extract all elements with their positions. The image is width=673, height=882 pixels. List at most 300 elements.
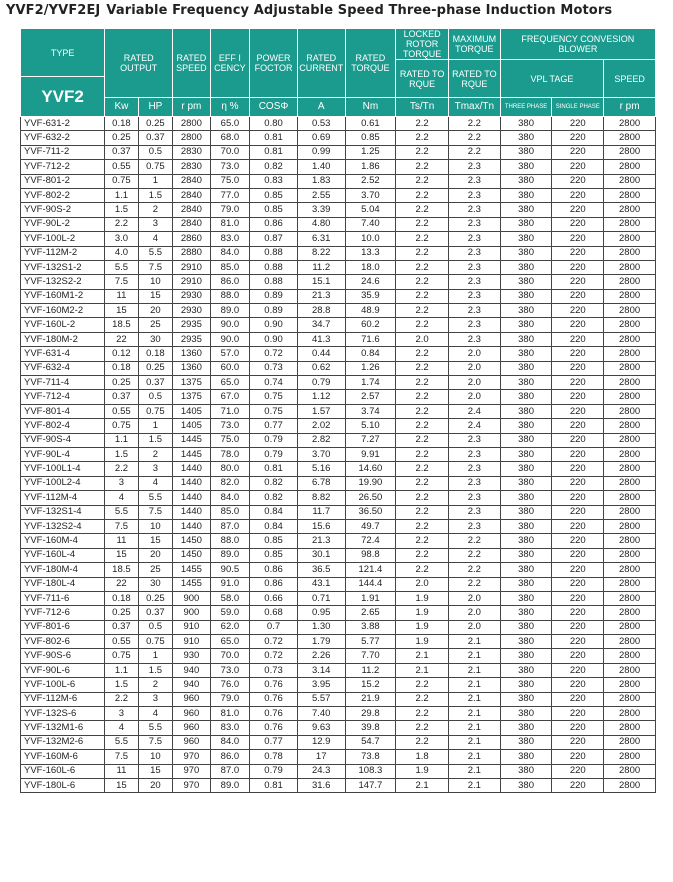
motor-spec-table [20, 28, 656, 793]
header-locked-rotor-torque: LOCKED ROTOR TORQUE [396, 29, 449, 60]
cell-current: 3.95 [297, 678, 345, 692]
cell-max-torque-ratio: 2.3 [448, 217, 500, 231]
table-row [21, 246, 656, 260]
cell-max-torque-ratio: 2.2 [448, 548, 500, 562]
cell-efficiency: 86.0 [210, 750, 250, 764]
cell-efficiency: 70.0 [210, 649, 250, 663]
cell-locked-rotor-ratio: 2.2 [396, 678, 449, 692]
unit-efficiency: η % [210, 98, 250, 117]
cell-blower-single-phase: 220 [552, 318, 604, 332]
cell-locked-rotor-ratio: 2.2 [396, 548, 449, 562]
cell-efficiency: 73.0 [210, 160, 250, 174]
unit-blower-rpm: r pm [604, 98, 656, 117]
cell-output-hp: 5.5 [138, 491, 172, 505]
cell-speed: 970 [173, 764, 211, 778]
table-row [21, 203, 656, 217]
cell-locked-rotor-ratio: 2.2 [396, 419, 449, 433]
cell-power-factor: 0.79 [250, 764, 298, 778]
cell-efficiency: 79.0 [210, 203, 250, 217]
cell-locked-rotor-ratio: 2.2 [396, 117, 449, 131]
cell-blower-speed: 2800 [604, 491, 656, 505]
cell-blower-single-phase: 220 [552, 462, 604, 476]
cell-output-hp: 4 [138, 707, 172, 721]
cell-torque: 29.8 [345, 707, 396, 721]
cell-speed: 2840 [173, 217, 211, 231]
cell-power-factor: 0.88 [250, 260, 298, 274]
cell-blower-three-phase: 380 [500, 519, 552, 533]
cell-blower-single-phase: 220 [552, 707, 604, 721]
cell-locked-rotor-ratio: 2.2 [396, 376, 449, 390]
cell-output-hp: 5.5 [138, 246, 172, 260]
cell-speed: 2840 [173, 174, 211, 188]
cell-current: 34.7 [297, 318, 345, 332]
cell-locked-rotor-ratio: 2.2 [396, 519, 449, 533]
cell-type: YVF-132S2-4 [21, 519, 105, 533]
cell-torque: 108.3 [345, 764, 396, 778]
cell-torque: 39.8 [345, 721, 396, 735]
table-row [21, 232, 656, 246]
cell-blower-speed: 2800 [604, 721, 656, 735]
cell-current: 1.57 [297, 404, 345, 418]
cell-blower-speed: 2800 [604, 131, 656, 145]
cell-max-torque-ratio: 2.0 [448, 620, 500, 634]
cell-blower-single-phase: 220 [552, 117, 604, 131]
header-single-phase: SINGLE PHASE [552, 98, 604, 117]
table-row [21, 735, 656, 749]
cell-blower-single-phase: 220 [552, 750, 604, 764]
cell-speed: 2880 [173, 246, 211, 260]
cell-output-hp: 0.75 [138, 404, 172, 418]
cell-power-factor: 0.81 [250, 462, 298, 476]
cell-output-hp: 2 [138, 203, 172, 217]
cell-blower-single-phase: 220 [552, 635, 604, 649]
table-row [21, 707, 656, 721]
cell-output-kw: 4.0 [105, 246, 138, 260]
cell-blower-speed: 2800 [604, 447, 656, 461]
cell-speed: 900 [173, 591, 211, 605]
header-speed: SPEED [604, 60, 656, 98]
cell-current: 0.44 [297, 347, 345, 361]
cell-locked-rotor-ratio: 2.2 [396, 203, 449, 217]
cell-locked-rotor-ratio: 2.2 [396, 721, 449, 735]
cell-max-torque-ratio: 2.1 [448, 707, 500, 721]
cell-efficiency: 78.0 [210, 447, 250, 461]
cell-blower-speed: 2800 [604, 692, 656, 706]
cell-blower-three-phase: 380 [500, 678, 552, 692]
cell-efficiency: 80.0 [210, 462, 250, 476]
cell-locked-rotor-ratio: 2.1 [396, 778, 449, 792]
cell-speed: 1445 [173, 447, 211, 461]
cell-output-kw: 0.12 [105, 347, 138, 361]
cell-efficiency: 91.0 [210, 577, 250, 591]
cell-max-torque-ratio: 2.3 [448, 246, 500, 260]
cell-type: YVF-90L-2 [21, 217, 105, 231]
cell-power-factor: 0.76 [250, 692, 298, 706]
cell-blower-single-phase: 220 [552, 361, 604, 375]
cell-blower-single-phase: 220 [552, 217, 604, 231]
cell-output-hp: 4 [138, 476, 172, 490]
table-row [21, 117, 656, 131]
cell-power-factor: 0.83 [250, 174, 298, 188]
cell-locked-rotor-ratio: 2.2 [396, 347, 449, 361]
cell-speed: 2840 [173, 203, 211, 217]
cell-max-torque-ratio: 2.1 [448, 735, 500, 749]
cell-blower-three-phase: 380 [500, 635, 552, 649]
cell-output-hp: 0.25 [138, 591, 172, 605]
cell-max-torque-ratio: 2.4 [448, 419, 500, 433]
cell-speed: 900 [173, 606, 211, 620]
cell-efficiency: 71.0 [210, 404, 250, 418]
cell-output-kw: 15 [105, 304, 138, 318]
cell-output-kw: 15 [105, 778, 138, 792]
cell-speed: 930 [173, 649, 211, 663]
cell-output-kw: 1.1 [105, 188, 138, 202]
cell-efficiency: 57.0 [210, 347, 250, 361]
cell-current: 0.62 [297, 361, 345, 375]
cell-type: YVF-160M-6 [21, 750, 105, 764]
cell-speed: 960 [173, 721, 211, 735]
cell-torque: 1.26 [345, 361, 396, 375]
cell-output-kw: 5.5 [105, 735, 138, 749]
cell-blower-three-phase: 380 [500, 174, 552, 188]
table-row [21, 750, 656, 764]
cell-locked-rotor-ratio: 2.2 [396, 160, 449, 174]
cell-power-factor: 0.76 [250, 721, 298, 735]
cell-type: YVF-631-2 [21, 117, 105, 131]
cell-torque: 98.8 [345, 548, 396, 562]
cell-output-hp: 3 [138, 692, 172, 706]
cell-power-factor: 0.81 [250, 131, 298, 145]
cell-power-factor: 0.85 [250, 548, 298, 562]
cell-current: 0.69 [297, 131, 345, 145]
header-rated-to-rque-2: RATED TO RQUE [448, 60, 500, 98]
cell-current: 15.6 [297, 519, 345, 533]
cell-locked-rotor-ratio: 1.9 [396, 606, 449, 620]
cell-output-hp: 0.5 [138, 390, 172, 404]
cell-power-factor: 0.76 [250, 678, 298, 692]
cell-power-factor: 0.88 [250, 275, 298, 289]
cell-speed: 2830 [173, 160, 211, 174]
cell-locked-rotor-ratio: 2.2 [396, 188, 449, 202]
cell-locked-rotor-ratio: 1.9 [396, 620, 449, 634]
cell-blower-three-phase: 380 [500, 275, 552, 289]
cell-output-hp: 0.75 [138, 160, 172, 174]
cell-speed: 1440 [173, 505, 211, 519]
cell-type: YVF-100L-2 [21, 232, 105, 246]
cell-output-hp: 7.5 [138, 260, 172, 274]
cell-speed: 2860 [173, 232, 211, 246]
cell-blower-single-phase: 220 [552, 188, 604, 202]
cell-type: YVF-801-6 [21, 620, 105, 634]
table-row [21, 591, 656, 605]
cell-power-factor: 0.79 [250, 447, 298, 461]
table-row [21, 433, 656, 447]
cell-blower-single-phase: 220 [552, 203, 604, 217]
table-row [21, 145, 656, 159]
header-efficiency: EFF I CENCY [210, 29, 250, 98]
cell-blower-single-phase: 220 [552, 476, 604, 490]
cell-speed: 1450 [173, 548, 211, 562]
cell-power-factor: 0.75 [250, 390, 298, 404]
cell-speed: 970 [173, 750, 211, 764]
unit-newton-metre: Nm [345, 98, 396, 117]
cell-blower-speed: 2800 [604, 419, 656, 433]
cell-blower-speed: 2800 [604, 563, 656, 577]
cell-blower-three-phase: 380 [500, 160, 552, 174]
header-rated-to-rque-1: RATED TO RQUE [396, 60, 449, 98]
cell-efficiency: 67.0 [210, 390, 250, 404]
cell-blower-three-phase: 380 [500, 404, 552, 418]
cell-type: YVF-160L-2 [21, 318, 105, 332]
cell-efficiency: 62.0 [210, 620, 250, 634]
cell-blower-speed: 2800 [604, 246, 656, 260]
cell-output-hp: 20 [138, 304, 172, 318]
cell-blower-single-phase: 220 [552, 376, 604, 390]
cell-blower-single-phase: 220 [552, 419, 604, 433]
cell-type: YVF-802-4 [21, 419, 105, 433]
cell-output-hp: 20 [138, 778, 172, 792]
cell-blower-three-phase: 380 [500, 707, 552, 721]
cell-output-kw: 11 [105, 764, 138, 778]
cell-blower-single-phase: 220 [552, 131, 604, 145]
cell-power-factor: 0.66 [250, 591, 298, 605]
cell-blower-speed: 2800 [604, 390, 656, 404]
table-row [21, 174, 656, 188]
cell-efficiency: 90.0 [210, 332, 250, 346]
cell-locked-rotor-ratio: 2.2 [396, 447, 449, 461]
cell-efficiency: 85.0 [210, 505, 250, 519]
cell-locked-rotor-ratio: 1.9 [396, 591, 449, 605]
cell-locked-rotor-ratio: 2.1 [396, 649, 449, 663]
cell-current: 8.22 [297, 246, 345, 260]
cell-power-factor: 0.86 [250, 217, 298, 231]
cell-blower-speed: 2800 [604, 433, 656, 447]
cell-output-kw: 1.5 [105, 203, 138, 217]
cell-max-torque-ratio: 2.2 [448, 563, 500, 577]
cell-max-torque-ratio: 2.3 [448, 188, 500, 202]
cell-type: YVF-90L-4 [21, 447, 105, 461]
cell-torque: 5.77 [345, 635, 396, 649]
cell-efficiency: 60.0 [210, 361, 250, 375]
cell-torque: 0.85 [345, 131, 396, 145]
cell-current: 9.63 [297, 721, 345, 735]
cell-torque: 15.2 [345, 678, 396, 692]
cell-output-kw: 1.1 [105, 663, 138, 677]
cell-blower-three-phase: 380 [500, 721, 552, 735]
cell-output-kw: 2.2 [105, 217, 138, 231]
cell-efficiency: 90.5 [210, 563, 250, 577]
header-rated-current: RATED CURRENT [297, 29, 345, 98]
cell-blower-single-phase: 220 [552, 174, 604, 188]
cell-current: 11.7 [297, 505, 345, 519]
cell-type: YVF-100L-6 [21, 678, 105, 692]
cell-blower-speed: 2800 [604, 534, 656, 548]
cell-type: YVF-801-4 [21, 404, 105, 418]
cell-current: 0.99 [297, 145, 345, 159]
cell-output-hp: 10 [138, 275, 172, 289]
cell-type: YVF-100L2-4 [21, 476, 105, 490]
cell-blower-three-phase: 380 [500, 606, 552, 620]
cell-efficiency: 59.0 [210, 606, 250, 620]
cell-torque: 71.6 [345, 332, 396, 346]
cell-speed: 1440 [173, 491, 211, 505]
cell-output-kw: 18.5 [105, 318, 138, 332]
cell-blower-speed: 2800 [604, 462, 656, 476]
cell-power-factor: 0.68 [250, 606, 298, 620]
cell-blower-speed: 2800 [604, 577, 656, 591]
cell-max-torque-ratio: 2.0 [448, 361, 500, 375]
cell-locked-rotor-ratio: 2.2 [396, 145, 449, 159]
cell-output-hp: 1 [138, 174, 172, 188]
cell-output-kw: 22 [105, 577, 138, 591]
cell-blower-single-phase: 220 [552, 778, 604, 792]
table-row [21, 347, 656, 361]
cell-blower-speed: 2800 [604, 750, 656, 764]
cell-blower-single-phase: 220 [552, 577, 604, 591]
cell-blower-single-phase: 220 [552, 764, 604, 778]
cell-output-hp: 7.5 [138, 505, 172, 519]
cell-efficiency: 73.0 [210, 419, 250, 433]
table-row [21, 275, 656, 289]
cell-current: 1.40 [297, 160, 345, 174]
cell-blower-three-phase: 380 [500, 750, 552, 764]
cell-max-torque-ratio: 2.3 [448, 332, 500, 346]
cell-efficiency: 65.0 [210, 635, 250, 649]
cell-efficiency: 84.0 [210, 246, 250, 260]
cell-blower-three-phase: 380 [500, 318, 552, 332]
table-row [21, 462, 656, 476]
cell-output-kw: 18.5 [105, 563, 138, 577]
cell-blower-single-phase: 220 [552, 519, 604, 533]
cell-blower-speed: 2800 [604, 275, 656, 289]
cell-blower-speed: 2800 [604, 505, 656, 519]
cell-blower-speed: 2800 [604, 606, 656, 620]
cell-output-hp: 0.25 [138, 361, 172, 375]
cell-efficiency: 88.0 [210, 534, 250, 548]
cell-speed: 1440 [173, 462, 211, 476]
cell-current: 21.3 [297, 534, 345, 548]
cell-efficiency: 83.0 [210, 721, 250, 735]
cell-type: YVF-160M1-2 [21, 289, 105, 303]
cell-current: 31.6 [297, 778, 345, 792]
cell-output-hp: 7.5 [138, 735, 172, 749]
cell-torque: 2.52 [345, 174, 396, 188]
cell-output-hp: 2 [138, 678, 172, 692]
cell-max-torque-ratio: 2.3 [448, 275, 500, 289]
cell-speed: 2830 [173, 145, 211, 159]
cell-torque: 21.9 [345, 692, 396, 706]
cell-type: YVF-160M2-2 [21, 304, 105, 318]
title-description: Variable Frequency Adjustable Speed Three-phase Induction Motors [106, 3, 613, 18]
cell-type: YVF-112M-2 [21, 246, 105, 260]
cell-speed: 2840 [173, 188, 211, 202]
cell-blower-three-phase: 380 [500, 692, 552, 706]
table-row [21, 721, 656, 735]
cell-blower-single-phase: 220 [552, 663, 604, 677]
cell-torque: 1.91 [345, 591, 396, 605]
cell-blower-speed: 2800 [604, 174, 656, 188]
unit-kw: Kw [105, 98, 138, 117]
cell-blower-speed: 2800 [604, 160, 656, 174]
cell-output-kw: 11 [105, 289, 138, 303]
cell-speed: 2935 [173, 318, 211, 332]
cell-output-hp: 15 [138, 289, 172, 303]
cell-blower-three-phase: 380 [500, 591, 552, 605]
cell-torque: 9.91 [345, 447, 396, 461]
cell-power-factor: 0.89 [250, 304, 298, 318]
cell-blower-single-phase: 220 [552, 347, 604, 361]
cell-efficiency: 65.0 [210, 376, 250, 390]
cell-type: YVF-801-2 [21, 174, 105, 188]
cell-blower-three-phase: 380 [500, 332, 552, 346]
cell-locked-rotor-ratio: 2.0 [396, 577, 449, 591]
cell-torque: 2.65 [345, 606, 396, 620]
cell-output-kw: 3 [105, 476, 138, 490]
cell-locked-rotor-ratio: 2.2 [396, 433, 449, 447]
cell-efficiency: 90.0 [210, 318, 250, 332]
cell-max-torque-ratio: 2.1 [448, 750, 500, 764]
cell-blower-three-phase: 380 [500, 778, 552, 792]
cell-torque: 0.84 [345, 347, 396, 361]
cell-speed: 1360 [173, 361, 211, 375]
cell-efficiency: 81.0 [210, 217, 250, 231]
cell-blower-speed: 2800 [604, 188, 656, 202]
cell-type: YVF-132M2-6 [21, 735, 105, 749]
table-row [21, 376, 656, 390]
cell-efficiency: 81.0 [210, 707, 250, 721]
cell-type: YVF-180M-2 [21, 332, 105, 346]
cell-efficiency: 83.0 [210, 232, 250, 246]
cell-type: YVF-180L-4 [21, 577, 105, 591]
cell-output-hp: 2 [138, 447, 172, 461]
cell-blower-speed: 2800 [604, 304, 656, 318]
cell-output-kw: 0.37 [105, 390, 138, 404]
cell-torque: 1.25 [345, 145, 396, 159]
cell-current: 21.3 [297, 289, 345, 303]
cell-output-hp: 0.5 [138, 620, 172, 634]
cell-torque: 24.6 [345, 275, 396, 289]
cell-speed: 2800 [173, 131, 211, 145]
cell-blower-single-phase: 220 [552, 563, 604, 577]
cell-output-kw: 2.2 [105, 692, 138, 706]
cell-max-torque-ratio: 2.3 [448, 476, 500, 490]
cell-blower-three-phase: 380 [500, 764, 552, 778]
cell-type: YVF-632-4 [21, 361, 105, 375]
table-row [21, 649, 656, 663]
cell-output-hp: 15 [138, 534, 172, 548]
header-power-factor: POWER FOCTOR [250, 29, 298, 98]
table-row [21, 534, 656, 548]
cell-torque: 3.88 [345, 620, 396, 634]
cell-torque: 11.2 [345, 663, 396, 677]
cell-max-torque-ratio: 2.3 [448, 304, 500, 318]
cell-current: 12.9 [297, 735, 345, 749]
cell-efficiency: 75.0 [210, 433, 250, 447]
cell-blower-single-phase: 220 [552, 275, 604, 289]
cell-torque: 7.40 [345, 217, 396, 231]
cell-max-torque-ratio: 2.3 [448, 433, 500, 447]
cell-blower-single-phase: 220 [552, 721, 604, 735]
cell-output-kw: 1.5 [105, 447, 138, 461]
cell-type: YVF-711-4 [21, 376, 105, 390]
header-type: TYPE [21, 29, 105, 77]
cell-output-kw: 3.0 [105, 232, 138, 246]
cell-efficiency: 75.0 [210, 174, 250, 188]
cell-speed: 1440 [173, 476, 211, 490]
unit-cos-phi: COSΦ [250, 98, 298, 117]
cell-output-kw: 5.5 [105, 505, 138, 519]
table-row [21, 447, 656, 461]
